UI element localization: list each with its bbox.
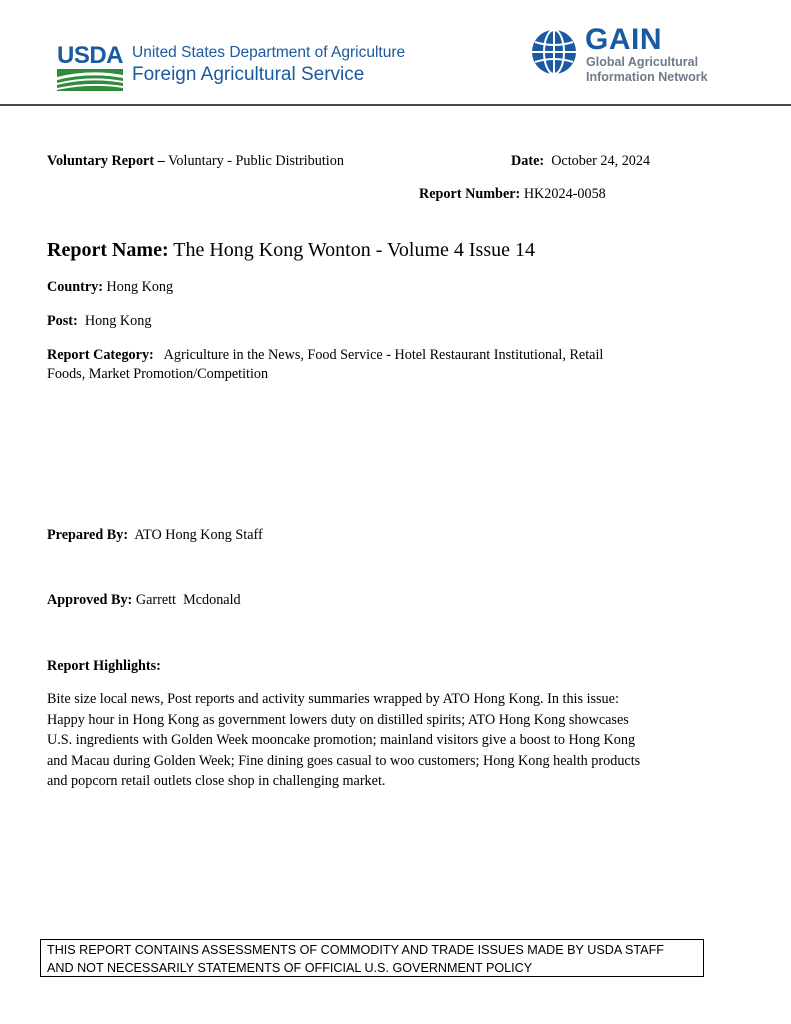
highlights-line: and Macau during Golden Week; Fine dining goes casual to woo customers; Hong Kong health products — [47, 752, 641, 769]
header-divider — [0, 104, 791, 106]
highlights-line: and popcorn retail outlets close shop in challenging market. — [47, 773, 386, 790]
report-number — [419, 185, 606, 203]
report-category-value-line2: Foods, Market Promotion/Competition — [47, 366, 269, 382]
country — [47, 278, 173, 296]
country-value: Hong Kong — [106, 279, 174, 295]
approved-by-value: Garrett Mcdonald — [135, 592, 241, 608]
report-number-label: Report Number: — [419, 186, 521, 202]
highlights-line: Happy hour in Hong Kong as government lowers duty on distilled spirits; ATO Hong Kong showcases — [47, 711, 629, 728]
report-highlights-body — [47, 689, 717, 792]
approved-by-label: Approved By: — [47, 592, 133, 608]
report-name — [47, 238, 535, 262]
report-number-value: HK2024-0058 — [523, 186, 606, 202]
globe-icon — [530, 28, 578, 76]
report-name-label: Report Name: — [47, 239, 169, 261]
report-highlights-heading — [47, 657, 161, 675]
gain-subtitle-line1: Global Agricultural — [586, 55, 699, 69]
report-highlights-label: Report Highlights: — [47, 658, 161, 674]
prepared-by-value: ATO Hong Kong Staff — [134, 527, 263, 543]
prepared-by — [47, 526, 263, 544]
usda-logo-field-icon — [57, 69, 123, 91]
report-category-label: Report Category: — [47, 347, 154, 363]
usda-logo-text: USDA — [57, 42, 124, 69]
prepared-by-label: Prepared By: — [47, 527, 129, 543]
highlights-line: Bite size local news, Post reports and activity summaries wrapped by ATO Hong Kong. In this issue: — [47, 691, 619, 707]
gain-logo-text: GAIN — [585, 23, 662, 56]
report-type — [47, 152, 344, 170]
report-category-value-line1: Agriculture in the News, Food Service - Hotel Restaurant Institutional, Retail — [163, 347, 604, 363]
report-date-value: October 24, 2024 — [551, 153, 651, 169]
report-type-label: Voluntary Report – — [47, 153, 165, 169]
usda-logo — [57, 44, 123, 90]
highlights-line: U.S. ingredients with Golden Week mooncake promotion; mainland visitors give a boost to Hong Kong — [47, 732, 636, 749]
report-category — [47, 346, 603, 364]
gain-subtitle-line2: Information Network — [586, 70, 708, 84]
report-name-value: The Hong Kong Wonton - Volume 4 Issue 14 — [173, 239, 535, 261]
report-date-label: Date: — [511, 153, 545, 169]
post-label: Post: — [47, 313, 78, 329]
disclaimer-box — [40, 939, 704, 977]
country-label: Country: — [47, 279, 103, 295]
report-date — [511, 152, 650, 170]
report-type-value: Voluntary - Public Distribution — [168, 153, 344, 169]
disclaimer-line2: AND NOT NECESSARILY STATEMENTS OF OFFICIAL U.S. GOVERNMENT POLICY — [47, 961, 533, 975]
approved-by — [47, 591, 241, 609]
post-value: Hong Kong — [84, 313, 152, 329]
agency-service-name: Foreign Agricultural Service — [132, 64, 365, 85]
disclaimer-line1: THIS REPORT CONTAINS ASSESSMENTS OF COMMODITY AND TRADE ISSUES MADE BY USDA STAFF — [47, 943, 664, 957]
agency-name: United States Department of Agriculture — [132, 44, 406, 61]
post — [47, 312, 151, 330]
